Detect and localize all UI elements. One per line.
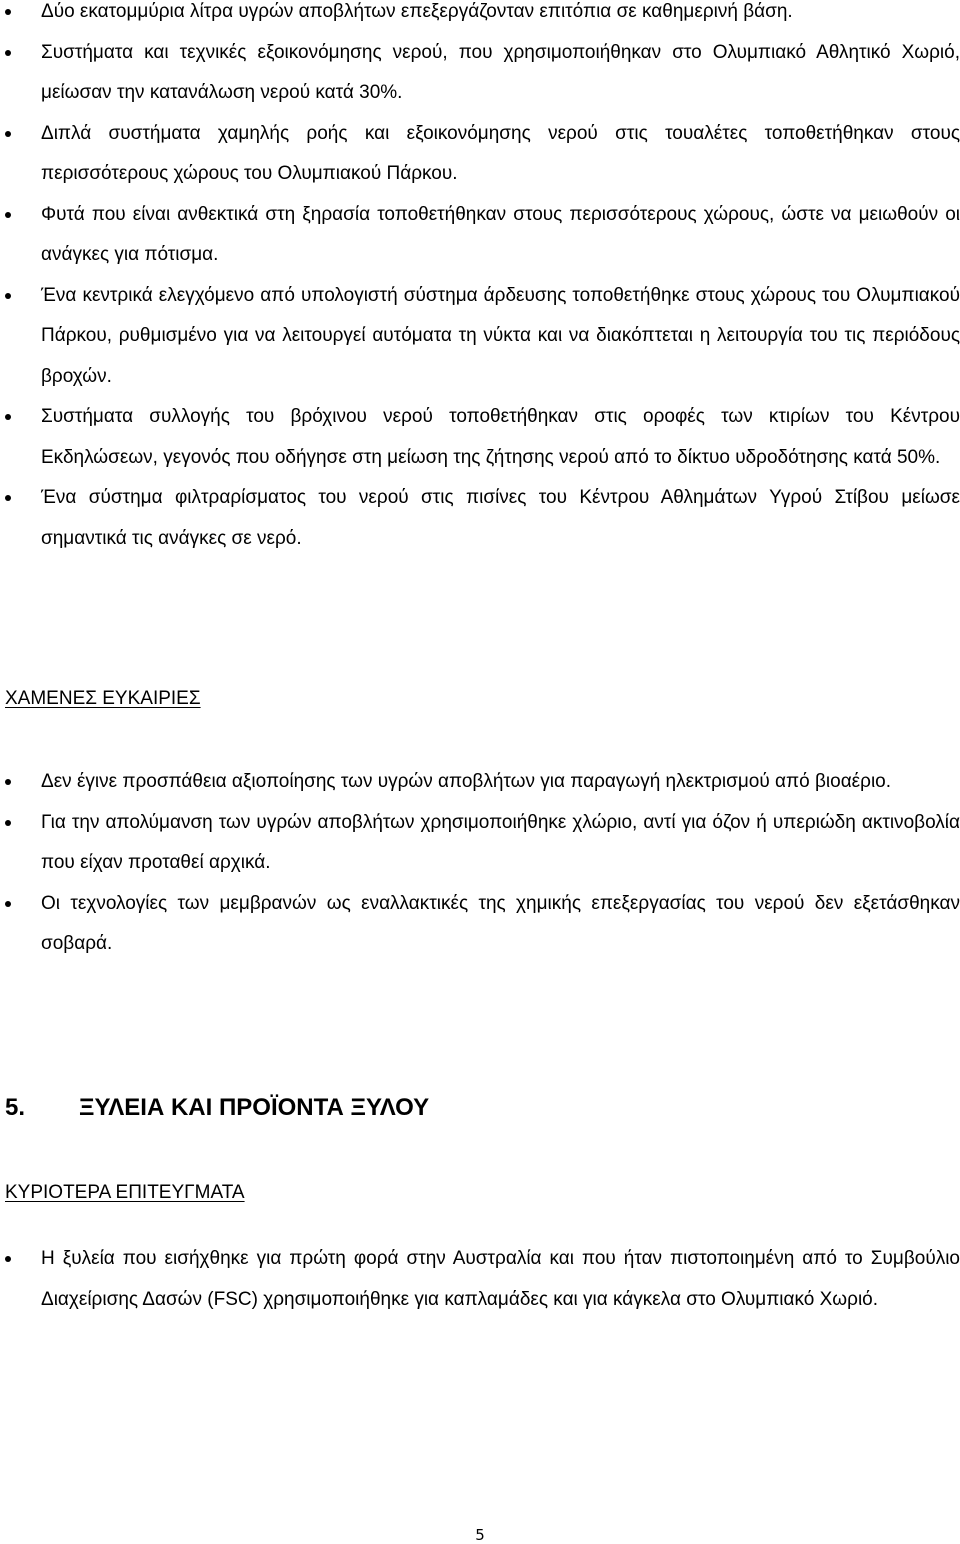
chapter-title: ΞΥΛΕΙΑ ΚΑΙ ΠΡΟΪΟΝΤΑ ΞΥΛΟΥ bbox=[79, 1094, 430, 1121]
list-item bbox=[0, 397, 960, 478]
bullet-icon bbox=[5, 293, 11, 299]
water-achievements-list bbox=[0, 0, 960, 559]
main-achievements-heading: ΚΥΡΙΟΤΕΡΑ ΕΠΙΤΕΥΓΜΑΤΑ bbox=[5, 1182, 245, 1203]
list-item-text: Οι τεχνολογίες των μεμβρανών ως εναλλακτικές της χημικής επεξεργασίας του νερού δεν εξετάσθηκαν σοβαρά. bbox=[41, 892, 960, 954]
list-item bbox=[0, 884, 960, 965]
bullet-icon bbox=[5, 495, 11, 501]
list-item-text: Συστήματα και τεχνικές εξοικονόμησης νερού, που χρησιμοποιήθηκαν στο Ολυμπιακό Αθλητικό Χωριό, μείωσαν την κατανάλωση νερού κατά 30%. bbox=[41, 41, 960, 103]
bullet-icon bbox=[5, 212, 11, 218]
list-item bbox=[0, 276, 960, 398]
bullet-icon bbox=[5, 901, 11, 907]
list-item-text: Η ξυλεία που εισήχθηκε για πρώτη φορά στην Αυστραλία και που ήταν πιστοποιημένη από το Συμβούλιο Διαχείρισης Δασών (FSC) χρησιμοποιήθηκε για καπλαμάδες και για κάγκελα στο Ολυμπιακό Χωριό. bbox=[41, 1248, 960, 1310]
list-item bbox=[0, 0, 960, 33]
list-item-text: Ένα κεντρικά ελεγχόμενο από υπολογιστή σύστημα άρδευσης τοποθετήθηκε στους χώρους του Ολυμπιακού Πάρκου, ρυθμισμένο για να λειτουργεί αυτόματα τη νύκτα και να διακόπτεται η λειτουργία του τις περιόδους βροχών. bbox=[41, 284, 960, 387]
bullet-icon bbox=[5, 820, 11, 826]
bullet-icon bbox=[5, 779, 11, 785]
list-item bbox=[0, 1239, 960, 1320]
list-item bbox=[0, 33, 960, 114]
list-item-text: Διπλά συστήματα χαμηλής ροής και εξοικονόμησης νερού στις τουαλέτες τοποθετήθηκαν στους περισσότερους χώρους του Ολυμπιακού Πάρκου. bbox=[41, 122, 960, 184]
bullet-icon bbox=[5, 414, 11, 420]
list-item bbox=[0, 114, 960, 195]
bullet-icon bbox=[5, 9, 11, 15]
list-item-text: Συστήματα συλλογής του βρόχινου νερού τοποθετήθηκαν στις οροφές των κτιρίων του Κέντρου Εκδηλώσεων, γεγονός που οδήγησε στη μείωση της ζήτησης νερού από το δίκτυο υδροδότησης κατά 50%. bbox=[41, 406, 960, 468]
page-number: 5 bbox=[475, 1526, 485, 1544]
list-item bbox=[0, 762, 960, 803]
bullet-icon bbox=[5, 1256, 11, 1262]
list-item-text: Για την απολύμανση των υγρών αποβλήτων χρησιμοποιήθηκε χλώριο, αντί για όζον ή υπεριώδη ακτινοβολία που είχαν προταθεί αρχικά. bbox=[41, 811, 960, 873]
list-item-text: Δεν έγινε προσπάθεια αξιοποίησης των υγρών αποβλήτων για παραγωγή ηλεκτρισμού από βιοαέριο. bbox=[41, 771, 892, 792]
timber-achievements-list bbox=[0, 1239, 960, 1320]
list-item-text: Ένα σύστημα φιλτραρίσματος του νερού στις πισίνες του Κέντρου Αθλημάτων Υγρού Στίβου μείωσε σημαντικά τις ανάγκες σε νερό. bbox=[41, 487, 960, 549]
chapter-heading bbox=[5, 1096, 429, 1120]
bullet-icon bbox=[5, 50, 11, 56]
list-item-text: Δύο εκατομμύρια λίτρα υγρών αποβλήτων επεξεργάζονταν επιτόπια σε καθημερινή βάση. bbox=[41, 1, 793, 22]
list-item-text: Φυτά που είναι ανθεκτικά στη ξηρασία τοποθετήθηκαν στους περισσότερους χώρους, ώστε να μειωθούν οι ανάγκες για πότισμα. bbox=[41, 203, 960, 265]
list-item bbox=[0, 195, 960, 276]
list-item bbox=[0, 803, 960, 884]
bullet-icon bbox=[5, 131, 11, 137]
chapter-number: 5. bbox=[5, 1094, 26, 1121]
missed-opportunities-list bbox=[0, 762, 960, 965]
list-item bbox=[0, 478, 960, 559]
missed-opportunities-heading: ΧΑΜΕΝΕΣ ΕΥΚΑΙΡΙΕΣ bbox=[5, 688, 201, 709]
